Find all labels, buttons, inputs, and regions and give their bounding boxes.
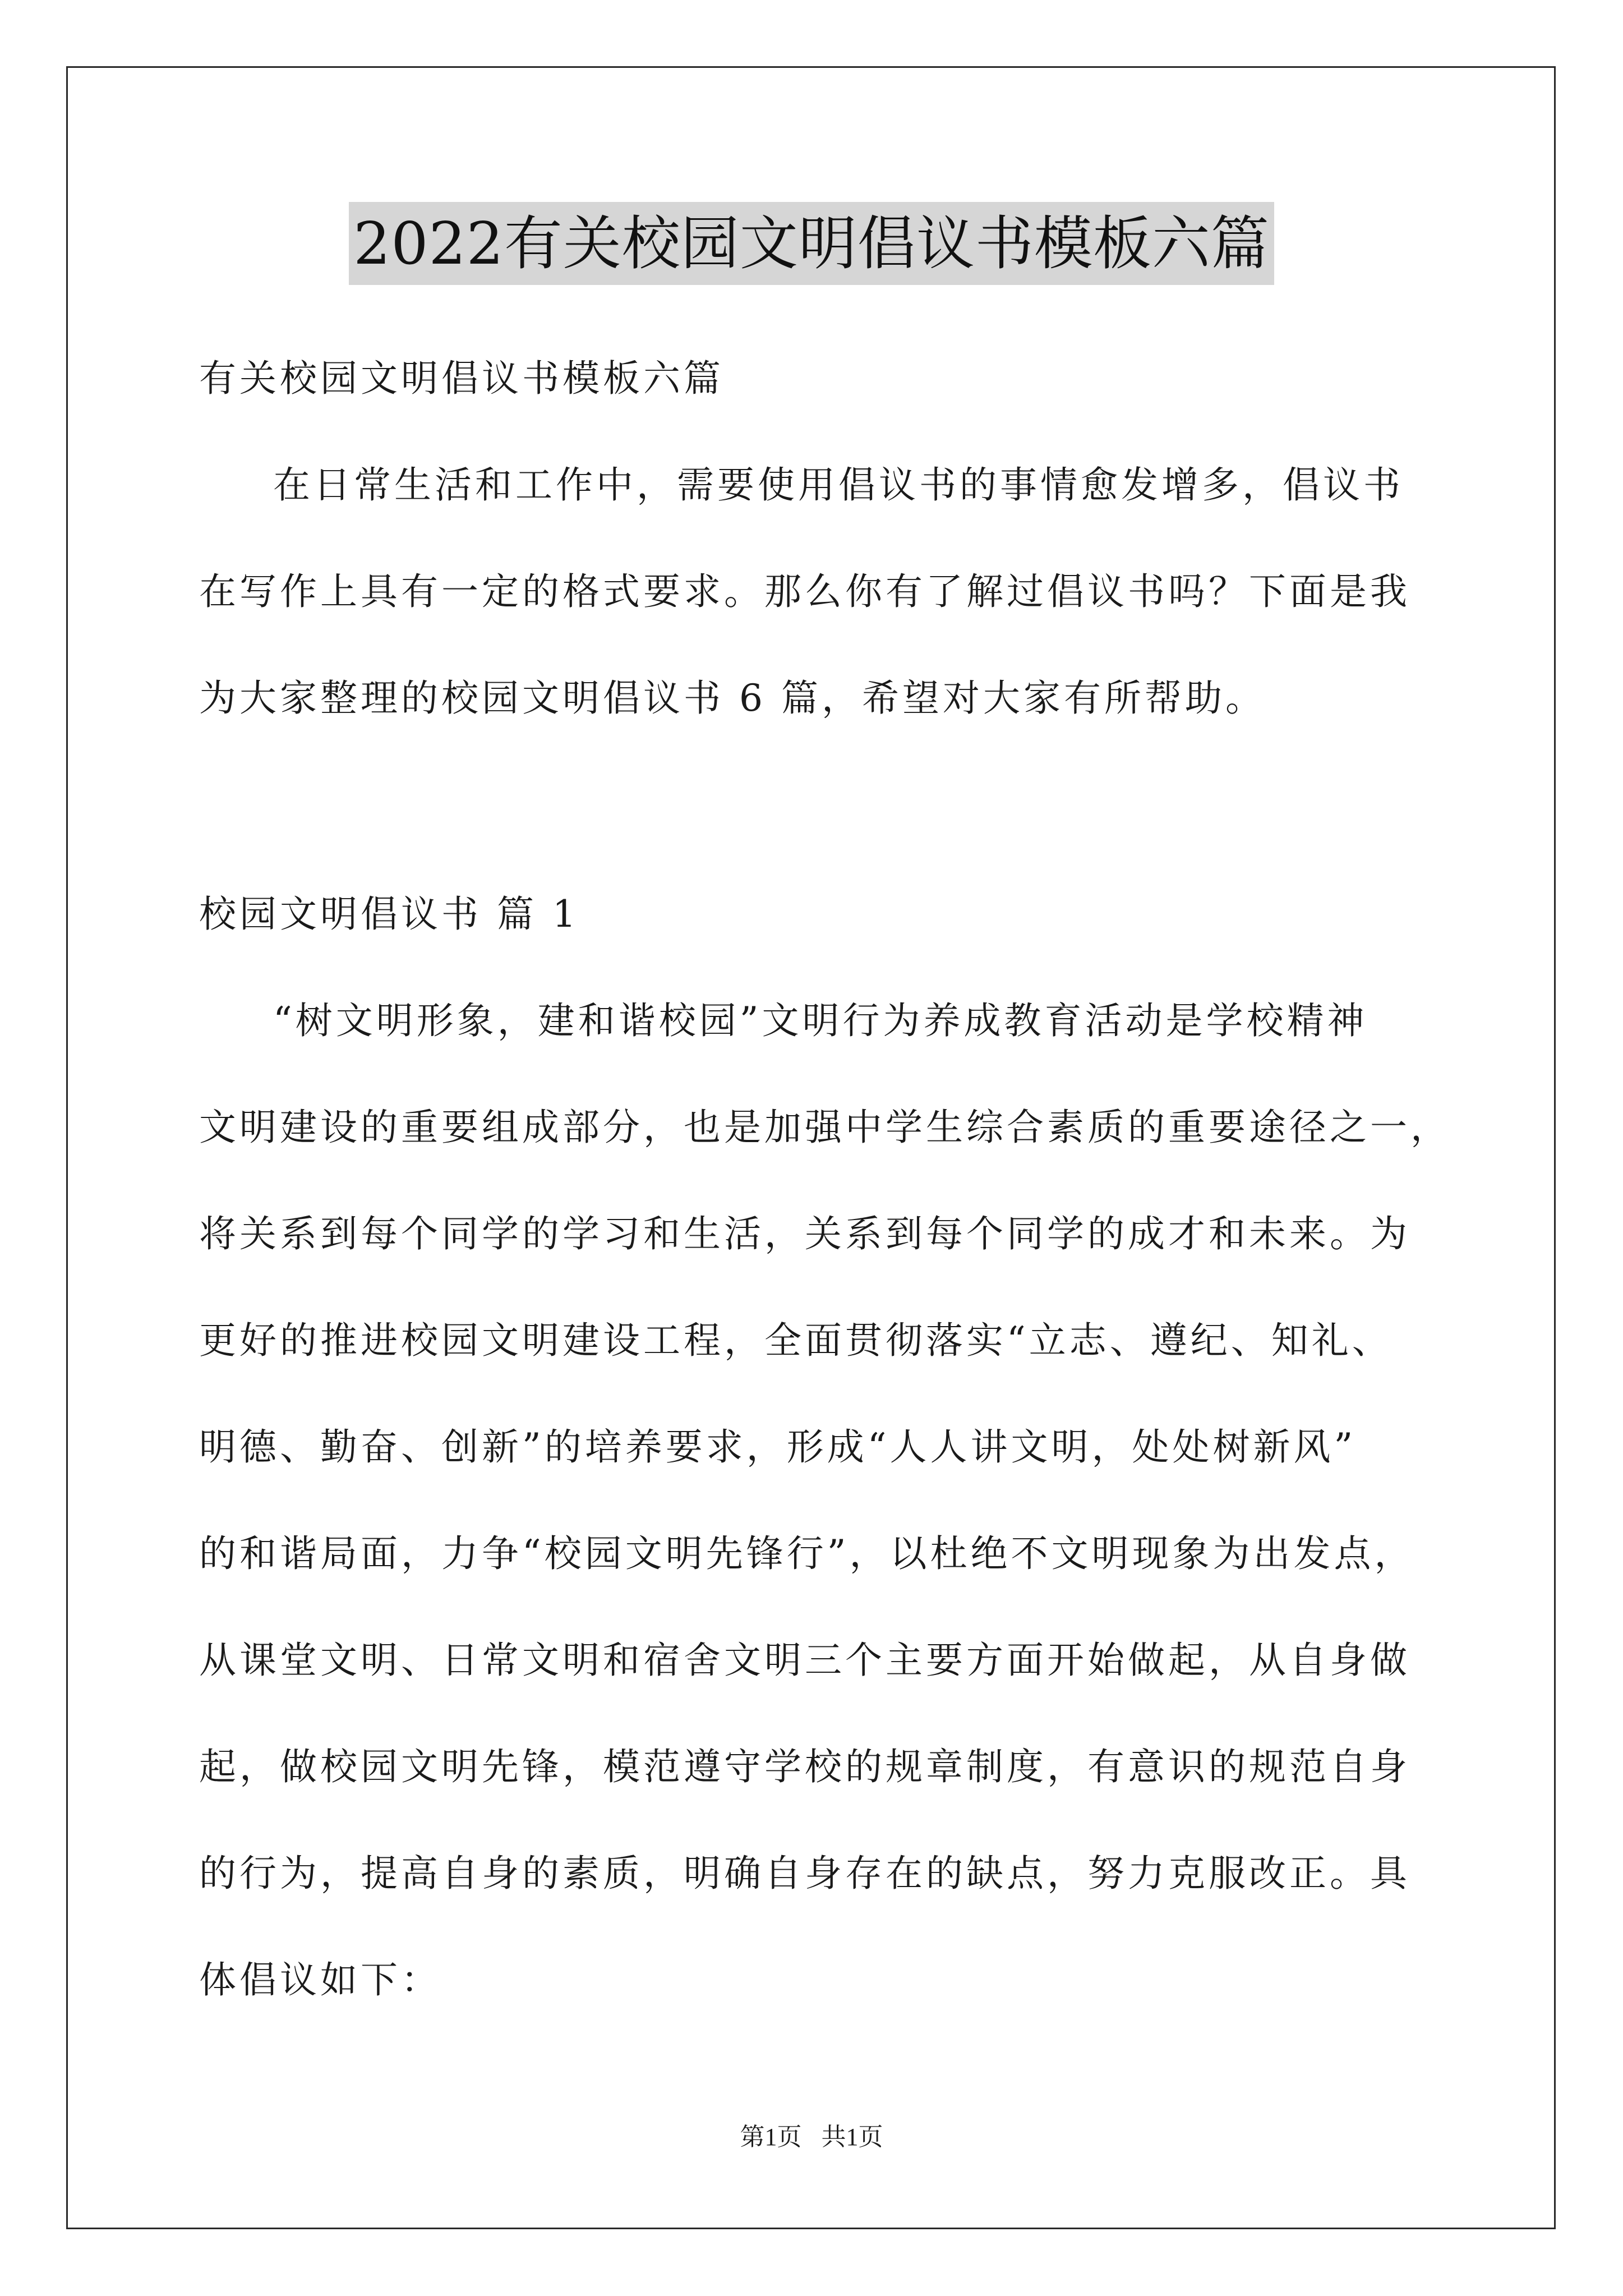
body-line: 更好的推进校园文明建设工程，全面贯彻落实“立志、遵纪、知礼、 <box>199 1319 1393 1362</box>
document-title: 2022有关校园文明倡议书模板六篇 <box>349 202 1274 285</box>
page-footer <box>0 2120 1623 2154</box>
body-line: 起，做校园文明先锋，模范遵守学校的规章制度，有意识的规范自身 <box>199 1745 1410 1788</box>
body-line: 明德、勤奋、创新”的培养要求，形成“人人讲文明，处处树新风” <box>199 1425 1357 1469</box>
page-number-current: 第1页 <box>740 2123 802 2151</box>
body-line: 的行为，提高自身的素质，明确自身存在的缺点，努力克服改正。具 <box>199 1852 1410 1895</box>
title-container <box>0 202 1623 285</box>
body-line: 从课堂文明、日常文明和宿舍文明三个主要方面开始做起，从自身做 <box>199 1639 1410 1682</box>
intro-line: 在写作上具有一定的格式要求。那么你有了解过倡议书吗？下面是我 <box>199 570 1410 613</box>
subtitle: 有关校园文明倡议书模板六篇 <box>199 357 724 400</box>
body-line: 将关系到每个同学的学习和生活，关系到每个同学的成才和未来。为 <box>199 1212 1410 1255</box>
body-line: 体倡议如下： <box>199 1958 441 2001</box>
body-line: 的和谐局面，力争“校园文明先锋行”，以杜绝不文明现象为出发点， <box>199 1532 1415 1575</box>
body-line: 文明建设的重要组成部分，也是加强中学生综合素质的重要途径之一， <box>199 1106 1451 1149</box>
body-line: “树文明形象，建和谐校园”文明行为养成教育活动是学校精神 <box>273 999 1368 1042</box>
section-heading: 校园文明倡议书 篇 1 <box>199 892 579 936</box>
intro-line: 为大家整理的校园文明倡议书 6 篇，希望对大家有所帮助。 <box>199 677 1266 720</box>
page-number-total: 共1页 <box>821 2123 883 2151</box>
intro-line: 在日常生活和工作中，需要使用倡议书的事情愈发增多，倡议书 <box>273 463 1404 507</box>
